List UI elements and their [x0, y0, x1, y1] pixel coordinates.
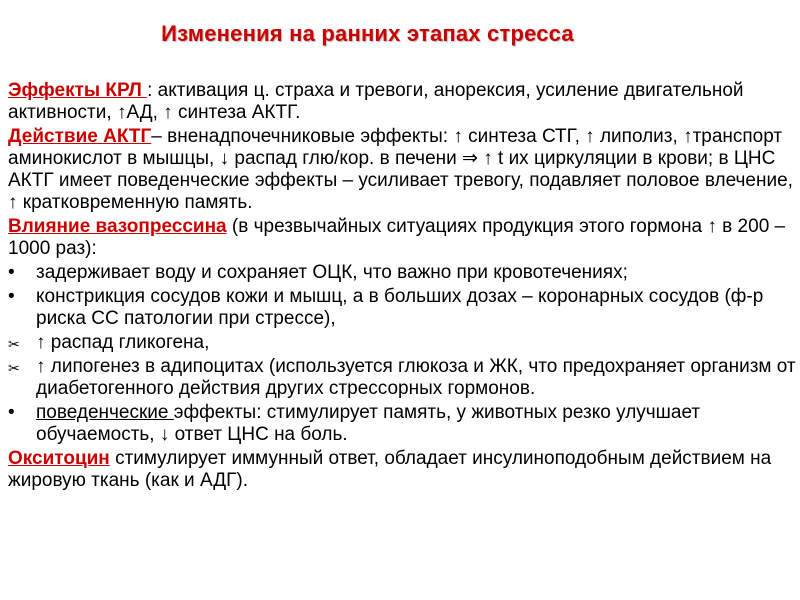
item-text: констрикция сосудов кожи и мышц, а в больших дозах – коронарных сосудов (ф-р риска СС патологии при стрессе), [36, 286, 764, 329]
actg-heading: Действие АКТГ [8, 126, 152, 147]
scissors-icon: ✂ [8, 360, 20, 376]
slide-body [8, 80, 798, 494]
bullet-icon [8, 402, 28, 424]
arrow-up-icon [117, 102, 127, 123]
krl-paragraph [8, 80, 798, 124]
item-underlined-text: поведенческие [36, 402, 174, 423]
arrow-up-icon [36, 332, 46, 353]
list-item [8, 262, 798, 284]
implies-icon: ⇒ [462, 148, 478, 169]
list-item [8, 332, 798, 354]
arrow-up-icon [683, 126, 693, 147]
oxy-paragraph [8, 448, 798, 492]
slide-title: Изменения на ранних этапах стресса [161, 21, 574, 46]
item-text: эффекты: стимулирует память, у животных резко улучшает обучаемость, [36, 402, 701, 445]
item-text: распад гликогена, [45, 332, 210, 353]
item-text: липогенез в адипоцитах (используется глюкоза и ЖК, что предохраняет организм от диабетогенного действия других стрессорных гормонов. [36, 356, 796, 399]
vaso-paragraph [8, 216, 798, 260]
arrow-down-icon [220, 148, 230, 169]
item-text: ответ ЦНС на боль. [169, 424, 348, 445]
actg-text-4: транспорт аминокислот в мышцы, [8, 126, 783, 169]
oxy-text-1: стимулирует иммунный ответ, обладает инсулиноподобным действием на жировую ткань (как и АДГ). [8, 448, 772, 491]
bullet-icon [8, 286, 28, 308]
arrow-up-icon [483, 148, 493, 169]
arrow-up-icon [585, 126, 595, 147]
actg-text-8: кратковременную память. [17, 192, 253, 213]
actg-paragraph [8, 126, 798, 214]
arrow-up-icon [36, 356, 46, 377]
vaso-text-2: в 200 –1000 раз): [8, 216, 786, 259]
vaso-text-1: (в чрезвычайных ситуациях продукция этого гормона [226, 216, 708, 237]
list-item [8, 356, 798, 400]
scissors-icon: ✂ [8, 336, 20, 352]
actg-text-5: распад глю/кор. в печени [229, 148, 463, 169]
actg-text-3: липолиз, [594, 126, 684, 147]
krl-text-3: синтеза АКТГ. [172, 102, 301, 123]
actg-text-7: t их циркуляции в крови; в ЦНС АКТГ имеет поведенческие эффекты – усиливает тревогу, подавляет половое влечение, [8, 148, 793, 191]
item-text: задерживает воду и сохраняет ОЦК, что важно при кровотечениях; [36, 262, 628, 283]
krl-text-1: : активация ц. страха и тревоги, анорексия, усиление двигательной активности, [8, 80, 744, 123]
krl-heading: Эффекты КРЛ [8, 80, 148, 101]
oxy-heading: Окситоцин [8, 448, 110, 469]
list-item [8, 402, 798, 446]
vaso-heading: Влияние вазопрессина [8, 216, 227, 237]
actg-text-1: – вненадпочечниковые эффекты: [151, 126, 454, 147]
krl-text-2: АД, [126, 102, 164, 123]
actg-text-2: синтеза СТГ, [462, 126, 586, 147]
list-item [8, 286, 798, 330]
arrow-up-icon [453, 126, 463, 147]
arrow-up-icon [8, 192, 18, 213]
bullet-icon [8, 262, 28, 284]
arrow-up-icon [163, 102, 173, 123]
arrow-down-icon [160, 424, 170, 445]
arrow-up-icon [707, 216, 717, 237]
